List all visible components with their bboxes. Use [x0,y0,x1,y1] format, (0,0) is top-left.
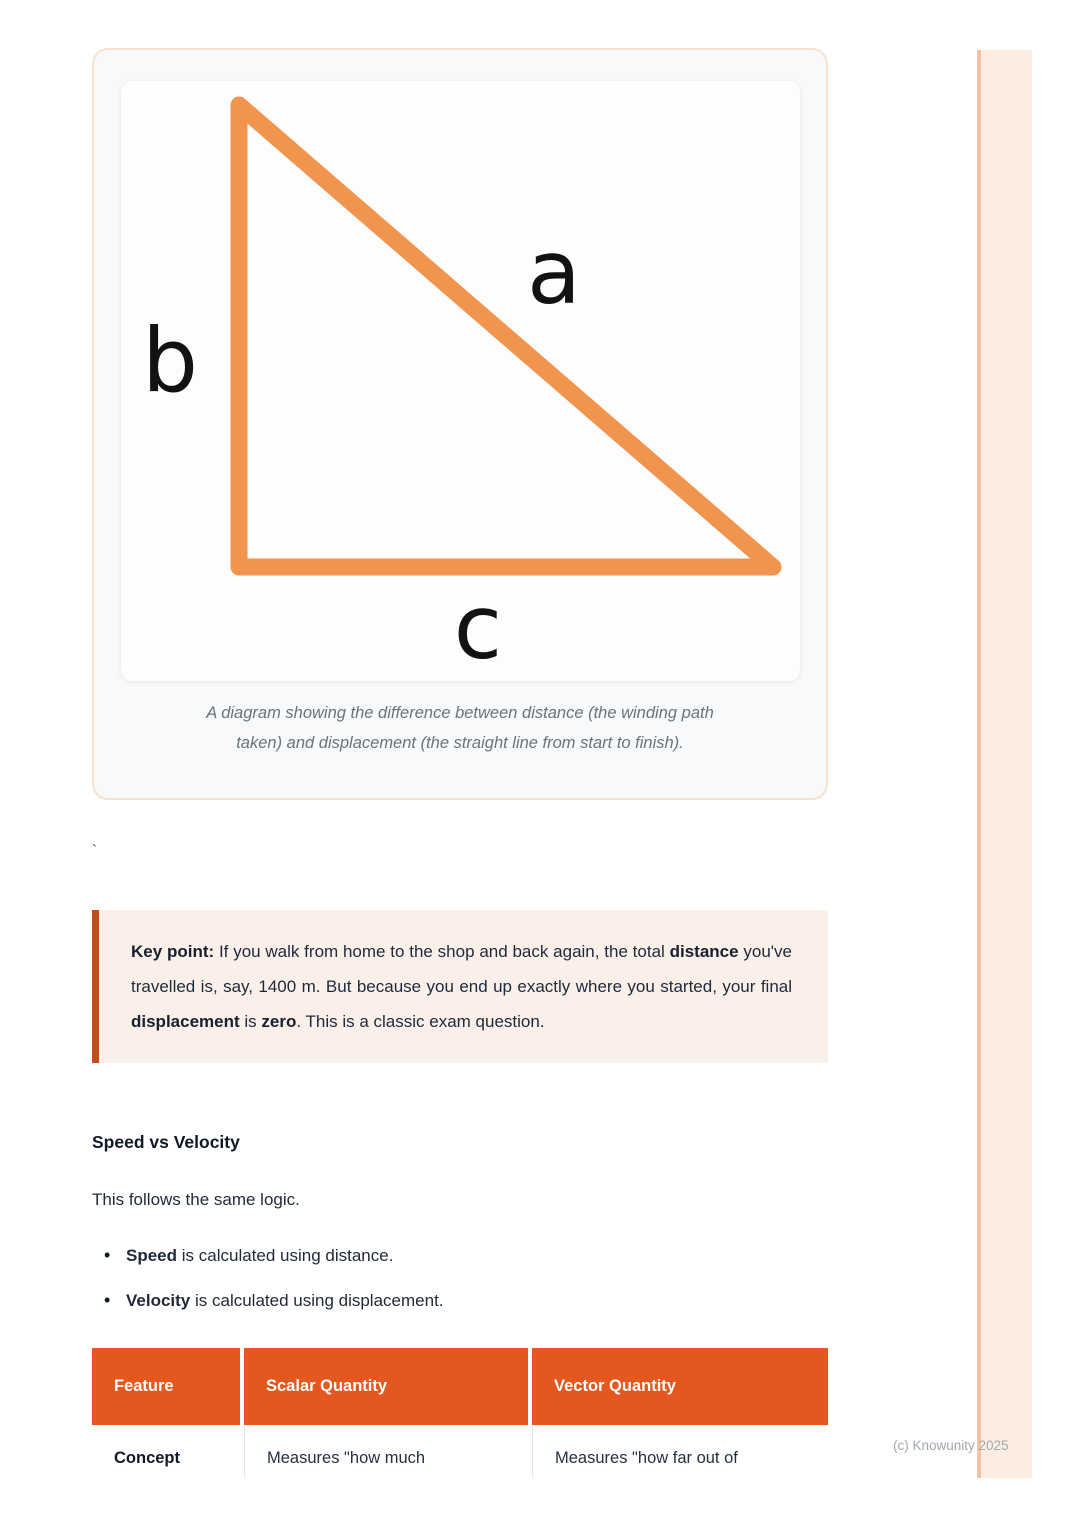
table-header-feature: Feature [92,1348,244,1425]
copyright-text: (c) Knowunity 2025 [893,1438,1009,1453]
figure-caption-line1: A diagram showing the difference between distance (the winding path [206,704,714,722]
list-item [92,1289,792,1313]
bullet-rest-speed: is calculated using distance. [177,1246,394,1265]
bullet-list [92,1244,792,1334]
side-stripe [977,50,1032,1478]
triangle-image [120,80,801,682]
keypoint-bold-displacement: displacement [131,1012,240,1031]
bullet-bold-speed: Speed [126,1246,178,1265]
keypoint-text-2: you've travelled is, say, 1400 m. But because you end up exactly where you started, your final [131,942,792,996]
figure-card [92,48,828,800]
table-header-row [92,1348,828,1425]
table-header-vector: Vector Quantity [532,1348,828,1425]
keypoint-bold-distance: distance [669,942,739,961]
stray-backtick: ` [92,842,97,859]
triangle-label-c: c [453,576,503,679]
keypoint-text-4: . This is a classic exam question. [296,1012,545,1031]
list-item [92,1244,792,1268]
keypoint-bold-zero: zero [261,1012,297,1031]
comparison-table [92,1348,828,1478]
figure-caption [94,698,826,758]
table-cell-feature: Concept [92,1425,244,1478]
triangle-label-b: b [142,309,198,412]
bullet-rest-velocity: is calculated using displacement. [190,1291,444,1310]
section-intro: This follows the same logic. [92,1190,300,1209]
keypoint-lead: Key point: [131,942,215,961]
table-cell-scalar: Measures "how much [244,1425,532,1478]
keypoint-callout [92,910,828,1063]
table-row [92,1425,828,1478]
table-cell-vector: Measures "how far out of [532,1425,828,1478]
table-header-scalar: Scalar Quantity [244,1348,532,1425]
section-heading: Speed vs Velocity [92,1132,240,1152]
figure-caption-line2: taken) and displacement (the straight line from start to finish). [236,734,684,752]
keypoint-text-3: is [239,1012,262,1031]
triangle-label-a: a [527,221,581,324]
keypoint-text-1: If you walk from home to the shop and back again, the total [214,942,670,961]
bullet-bold-velocity: Velocity [126,1291,191,1310]
